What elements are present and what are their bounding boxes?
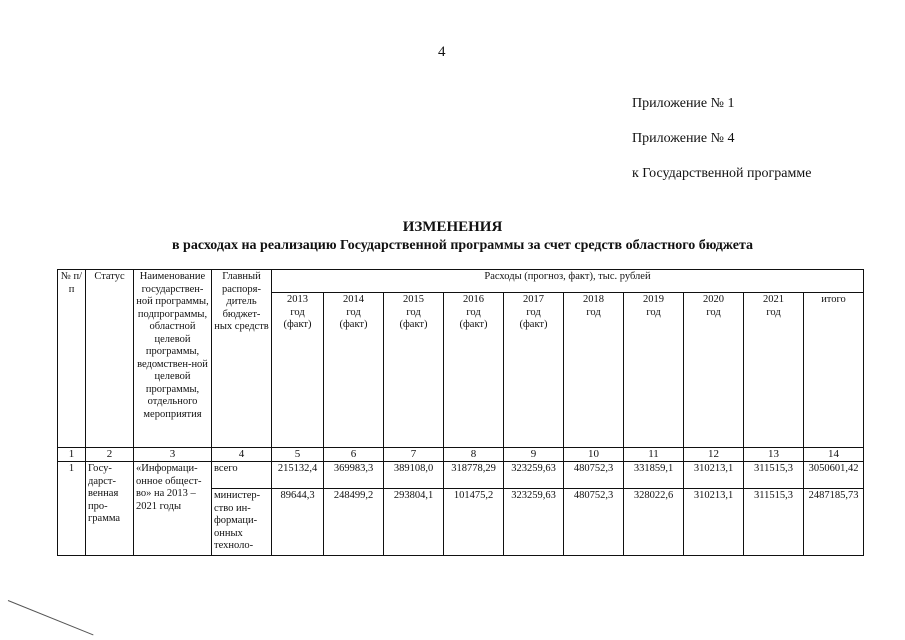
appendix-line-2: Приложение № 4: [632, 131, 735, 146]
row-status: Госу-дарст-венная про-грамма: [86, 462, 134, 556]
value-cell: 331859,1: [624, 462, 684, 489]
header-year-2020: 2020 год: [684, 293, 744, 448]
budget-table: [57, 269, 864, 556]
value-cell: 310213,1: [684, 489, 744, 556]
header-year-2021: 2021 год: [744, 293, 804, 448]
value-cell: 318778,29: [444, 462, 504, 489]
header-manager: Главный распоря-дитель бюджет-ных средств: [212, 270, 272, 448]
value-cell: 89644,3: [272, 489, 324, 556]
colnum: 12: [684, 448, 744, 462]
appendix-line-3: к Государственной программе: [632, 166, 812, 181]
header-year-2015: 2015 год (факт): [384, 293, 444, 448]
header-name: Наименование государствен-ной программы, подпрограммы, областной целевой программы, ведомствен-ной целевой программы, отдельного мероприятия: [134, 270, 212, 448]
colnum: 5: [272, 448, 324, 462]
colnum: 11: [624, 448, 684, 462]
colnum: 10: [564, 448, 624, 462]
value-cell: 293804,1: [384, 489, 444, 556]
colnum: 3: [134, 448, 212, 462]
header-year-2019: 2019 год: [624, 293, 684, 448]
header-expenses: Расходы (прогноз, факт), тыс. рублей: [272, 270, 864, 293]
value-cell: 480752,3: [564, 489, 624, 556]
appendix-line-1: Приложение № 1: [632, 96, 735, 111]
header-row-1: [58, 270, 864, 293]
row-manager-total: всего: [212, 462, 272, 489]
row-manager-ministry: министер-ство ин-формаци-онных техноло-: [212, 489, 272, 556]
colnum: 2: [86, 448, 134, 462]
table-row: [58, 462, 864, 489]
value-cell: 310213,1: [684, 462, 744, 489]
header-year-2014: 2014 год (факт): [324, 293, 384, 448]
row-num: 1: [58, 462, 86, 556]
value-cell: 311515,3: [744, 489, 804, 556]
colnum: 4: [212, 448, 272, 462]
value-cell: 328022,6: [624, 489, 684, 556]
header-total: итого: [804, 293, 864, 448]
document-subtitle: в расходах на реализацию Государственной программы за счет средств областного бюджета: [171, 238, 754, 253]
value-cell: 311515,3: [744, 462, 804, 489]
colnum: 13: [744, 448, 804, 462]
value-cell: 3050601,42: [804, 462, 864, 489]
value-cell: 323259,63: [504, 462, 564, 489]
header-year-2017: 2017 год (факт): [504, 293, 564, 448]
column-number-row: [58, 448, 864, 462]
document-title: ИЗМЕНЕНИЯ: [402, 219, 503, 235]
header-status: Статус: [86, 270, 134, 448]
colnum: 6: [324, 448, 384, 462]
value-cell: 248499,2: [324, 489, 384, 556]
page-number: 4: [438, 44, 446, 60]
value-cell: 101475,2: [444, 489, 504, 556]
header-year-2013: 2013 год (факт): [272, 293, 324, 448]
colnum: 7: [384, 448, 444, 462]
header-year-2018: 2018 год: [564, 293, 624, 448]
value-cell: 480752,3: [564, 462, 624, 489]
value-cell: 389108,0: [384, 462, 444, 489]
header-year-2016: 2016 год (факт): [444, 293, 504, 448]
value-cell: 323259,63: [504, 489, 564, 556]
header-num: № п/п: [58, 270, 86, 448]
scan-mark: [8, 600, 94, 635]
colnum: 1: [58, 448, 86, 462]
colnum: 14: [804, 448, 864, 462]
value-cell: 2487185,73: [804, 489, 864, 556]
value-cell: 215132,4: [272, 462, 324, 489]
row-name: «Информаци-онное общест-во» на 2013 – 2021 годы: [134, 462, 212, 556]
colnum: 8: [444, 448, 504, 462]
colnum: 9: [504, 448, 564, 462]
value-cell: 369983,3: [324, 462, 384, 489]
